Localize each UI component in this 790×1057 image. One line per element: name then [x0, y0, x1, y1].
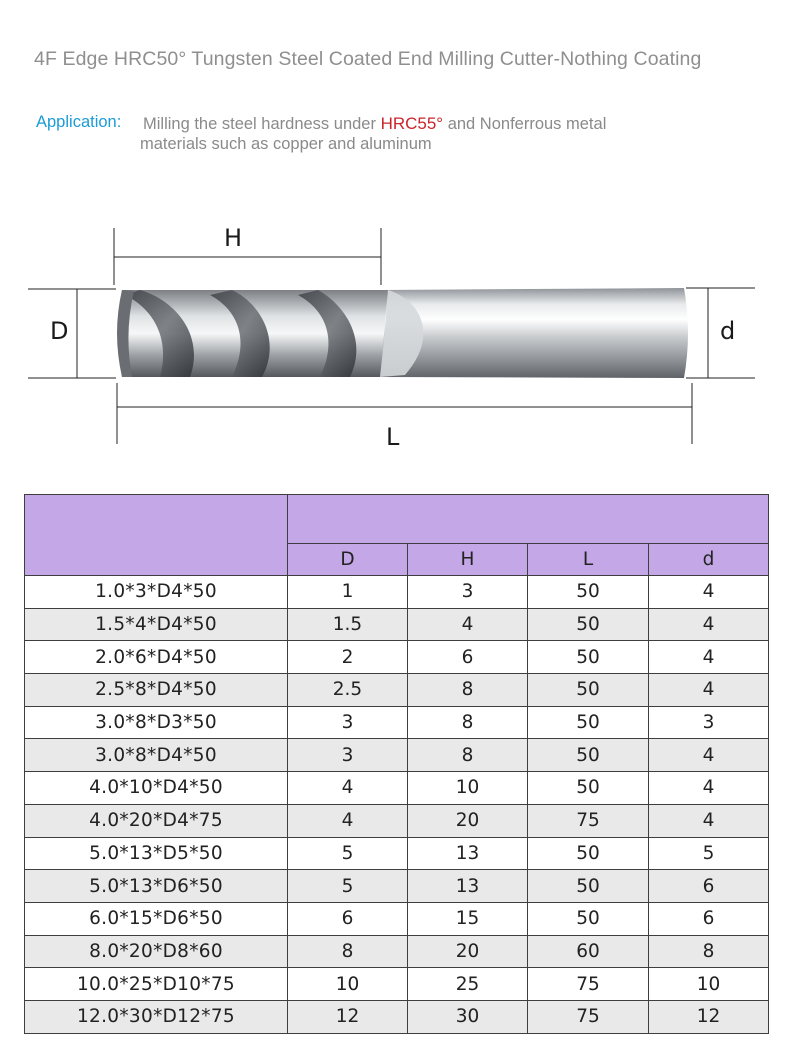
table-row — [25, 706, 769, 739]
cell-L: 75 — [528, 1000, 649, 1033]
cell-H: 8 — [408, 739, 528, 772]
cell-H: 8 — [408, 674, 528, 707]
model-cell: 6.0*15*D6*50 — [25, 902, 288, 935]
cell-d: 4 — [649, 674, 769, 707]
cell-H: 25 — [408, 968, 528, 1001]
model-cell: 1.5*4*D4*50 — [25, 608, 288, 641]
cell-D: 12 — [288, 1000, 408, 1033]
cell-D: 3 — [288, 706, 408, 739]
model-cell: 3.0*8*D3*50 — [25, 706, 288, 739]
model-cell: 2.5*8*D4*50 — [25, 674, 288, 707]
cell-D: 3 — [288, 739, 408, 772]
cell-d: 8 — [649, 935, 769, 968]
table-header-top — [25, 495, 769, 544]
cell-d: 4 — [649, 739, 769, 772]
cell-H: 20 — [408, 935, 528, 968]
cell-D: 5 — [288, 837, 408, 870]
cell-D: 1 — [288, 576, 408, 609]
table-row — [25, 968, 769, 1001]
table-row — [25, 772, 769, 805]
table-row — [25, 608, 769, 641]
table-row — [25, 641, 769, 674]
cell-D: 2.5 — [288, 674, 408, 707]
cell-L: 50 — [528, 608, 649, 641]
table-row — [25, 739, 769, 772]
cell-D: 10 — [288, 968, 408, 1001]
table-row — [25, 674, 769, 707]
column-header-H: H — [408, 544, 528, 576]
cell-H: 30 — [408, 1000, 528, 1033]
cell-L: 60 — [528, 935, 649, 968]
cell-H: 13 — [408, 837, 528, 870]
model-cell: 3.0*8*D4*50 — [25, 739, 288, 772]
cell-L: 75 — [528, 968, 649, 1001]
table-row — [25, 837, 769, 870]
h-label: H — [224, 224, 243, 252]
cell-D: 6 — [288, 902, 408, 935]
spec-table — [24, 494, 769, 1034]
cell-L: 50 — [528, 902, 649, 935]
cell-L: 50 — [528, 772, 649, 805]
d-big-label: D — [50, 317, 69, 345]
cell-D: 8 — [288, 935, 408, 968]
cell-d: 4 — [649, 576, 769, 609]
table-row — [25, 804, 769, 837]
table-row — [25, 870, 769, 903]
cell-d: 3 — [649, 706, 769, 739]
cell-d: 12 — [649, 1000, 769, 1033]
table-row — [25, 935, 769, 968]
application-text-line2: materials such as copper and aluminum — [140, 135, 432, 153]
application-text-before: Milling the steel hardness under — [143, 115, 376, 133]
model-cell: 4.0*10*D4*50 — [25, 772, 288, 805]
cell-L: 50 — [528, 674, 649, 707]
model-cell: 5.0*13*D5*50 — [25, 837, 288, 870]
cell-d: 4 — [649, 804, 769, 837]
cell-H: 8 — [408, 706, 528, 739]
model-cell: 1.0*3*D4*50 — [25, 576, 288, 609]
application-label: Application: — [36, 113, 122, 131]
cell-d: 6 — [649, 902, 769, 935]
cell-D: 4 — [288, 804, 408, 837]
column-header-L: L — [528, 544, 649, 576]
cell-L: 50 — [528, 837, 649, 870]
application-highlight: HRC55° — [380, 114, 444, 133]
cell-H: 3 — [408, 576, 528, 609]
cell-H: 10 — [408, 772, 528, 805]
column-header-d: d — [649, 544, 769, 576]
application-text — [140, 113, 743, 153]
cell-d: 4 — [649, 608, 769, 641]
table-row — [25, 902, 769, 935]
model-cell: 5.0*13*D6*50 — [25, 870, 288, 903]
l-label: L — [386, 423, 400, 451]
cell-H: 13 — [408, 870, 528, 903]
cell-L: 50 — [528, 739, 649, 772]
cell-L: 50 — [528, 706, 649, 739]
model-cell: 8.0*20*D8*60 — [25, 935, 288, 968]
model-cell: 4.0*20*D4*75 — [25, 804, 288, 837]
cell-H: 15 — [408, 902, 528, 935]
table-row — [25, 1000, 769, 1033]
cell-D: 2 — [288, 641, 408, 674]
cell-d: 10 — [649, 968, 769, 1001]
model-header-cell — [25, 495, 288, 576]
model-cell: 12.0*30*D12*75 — [25, 1000, 288, 1033]
cell-d: 4 — [649, 772, 769, 805]
cell-d: 5 — [649, 837, 769, 870]
cell-D: 5 — [288, 870, 408, 903]
cell-L: 50 — [528, 576, 649, 609]
d-small-label: d — [720, 317, 736, 345]
shank — [380, 288, 688, 378]
table-row — [25, 576, 769, 609]
column-header-D: D — [288, 544, 408, 576]
dimension-group-header — [288, 495, 769, 544]
application-text-after: and Nonferrous metal — [443, 115, 607, 133]
cell-L: 75 — [528, 804, 649, 837]
model-cell: 10.0*25*D10*75 — [25, 968, 288, 1001]
end-mill-diagram — [0, 215, 790, 455]
cell-H: 6 — [408, 641, 528, 674]
cell-D: 4 — [288, 772, 408, 805]
cell-H: 20 — [408, 804, 528, 837]
cell-H: 4 — [408, 608, 528, 641]
page-title: 4F Edge HRC50° Tungsten Steel Coated End Milling Cutter-Nothing Coating — [34, 48, 702, 70]
cell-d: 4 — [649, 641, 769, 674]
cell-L: 50 — [528, 870, 649, 903]
cell-L: 50 — [528, 641, 649, 674]
model-cell: 2.0*6*D4*50 — [25, 641, 288, 674]
cell-D: 1.5 — [288, 608, 408, 641]
cell-d: 6 — [649, 870, 769, 903]
